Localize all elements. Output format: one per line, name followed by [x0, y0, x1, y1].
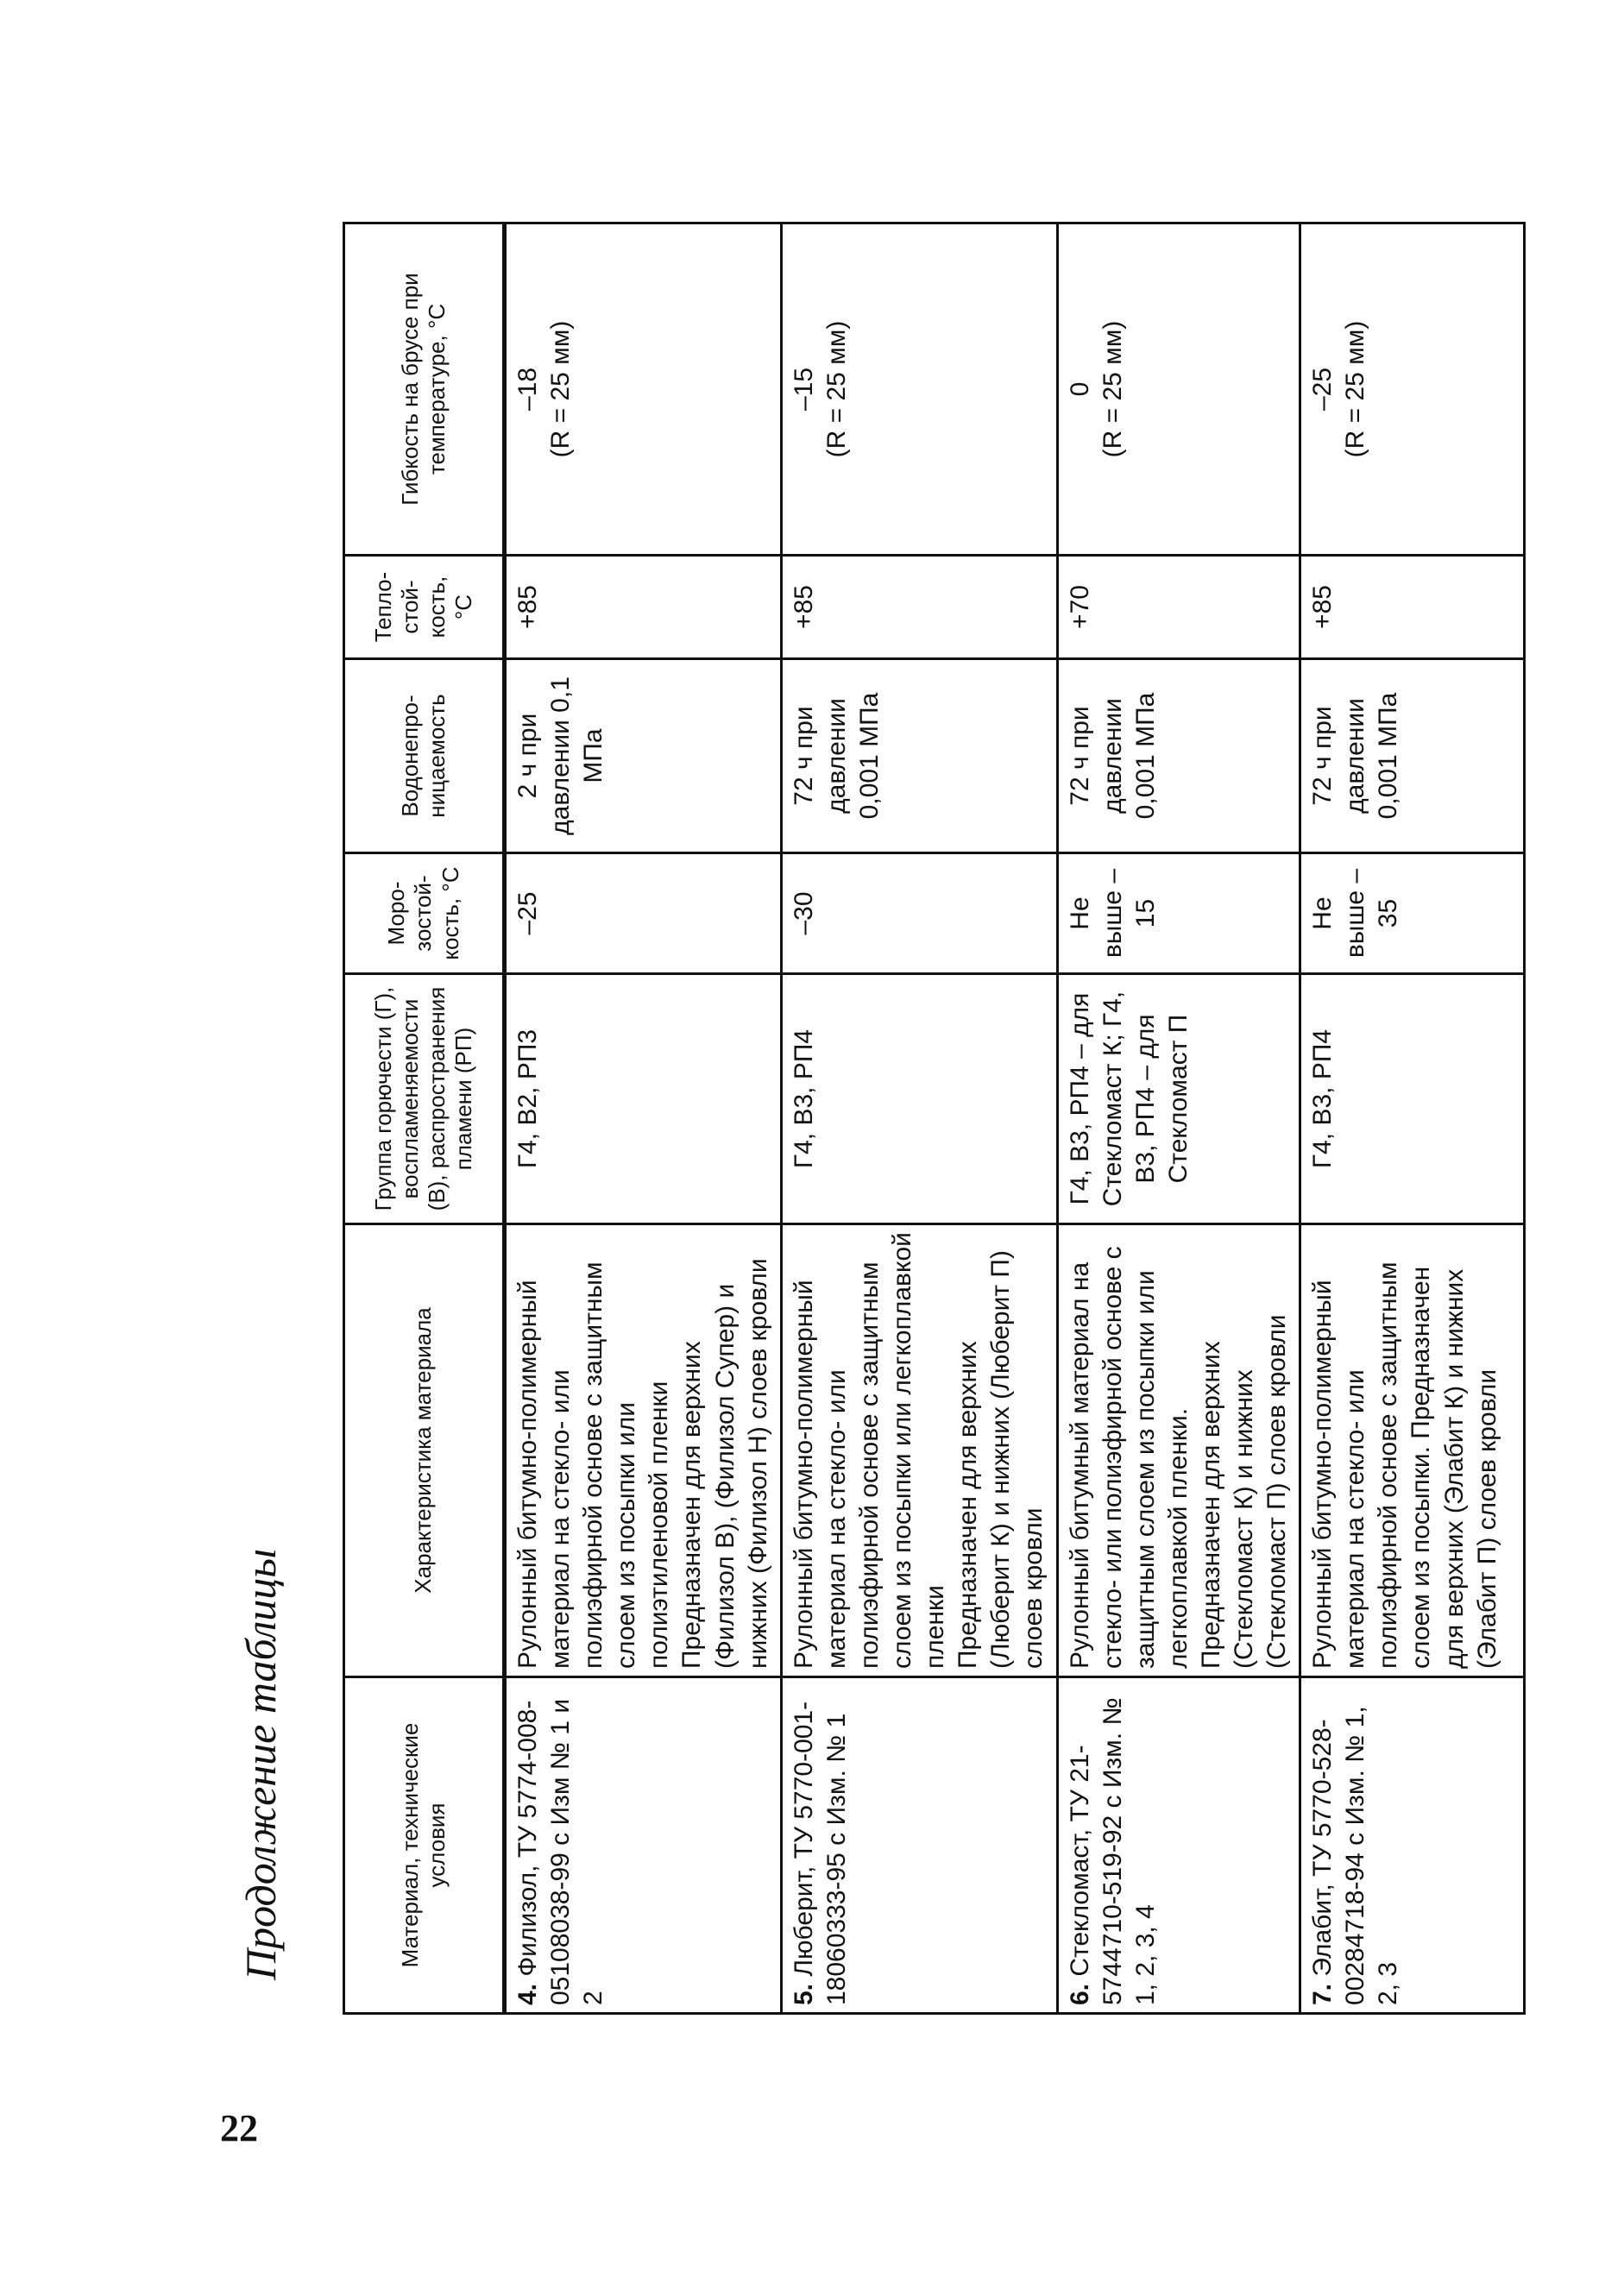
flex-cell: [1057, 223, 1300, 556]
frost-cell: –25: [505, 853, 782, 974]
water-cell: 72 ч при давлении 0,001 МПа: [1057, 659, 1300, 853]
purpose-text: Предназначен для верхних (Филизол В), (Филизол Супер) и нижних (Филизол Н) слоев кровли: [677, 1258, 772, 1669]
table-row: [781, 223, 1057, 2014]
material-cell: [505, 1677, 782, 2014]
table-caption: Продолжение таблицы: [236, 1548, 285, 1980]
header-heat: Тепло-стой-кость, °С: [344, 556, 505, 659]
description-cell: [505, 1224, 782, 1677]
flex-value: 0: [1065, 381, 1094, 397]
table-header: [344, 223, 505, 2014]
table-row: [1300, 223, 1525, 2014]
flex-value: –18: [513, 367, 542, 412]
row-number: 7.: [1308, 1983, 1338, 2005]
fire-group-cell: Г4, В2, РП3: [505, 974, 782, 1224]
page-number: 22: [220, 2107, 258, 2149]
frost-cell: –30: [781, 853, 1057, 974]
flex-cell: [505, 223, 782, 556]
flex-cell: [1300, 223, 1525, 556]
heat-cell: +85: [1300, 556, 1525, 659]
row-number: 6.: [1065, 1983, 1094, 2005]
flex-note: (R = 25 мм): [821, 320, 851, 458]
header-frost: Моро-зостой-кость, °С: [344, 853, 505, 974]
heat-cell: +85: [505, 556, 782, 659]
material-cell: [1057, 1677, 1300, 2014]
material-cell: [781, 1677, 1057, 2014]
header-flex: Гибкость на брусе при температуре, °С: [344, 223, 505, 556]
fire-group-cell: Г4, В3, РП4: [1300, 974, 1525, 1224]
material-cell: [1300, 1677, 1525, 2014]
material-name: Элабит, ТУ 5770-528-00284718-94 с Изм. № 1, 2, 3: [1308, 1706, 1403, 2005]
heat-cell: +70: [1057, 556, 1300, 659]
frost-cell: Не выше –35: [1300, 853, 1525, 974]
water-cell: 72 ч при давлении 0,001 МПа: [1300, 659, 1525, 853]
water-cell: 72 ч при давлении 0,001 МПа: [781, 659, 1057, 853]
description-text: Рулонный битумно-полимерный материал на стекло- или полиэфирной основе с защитным слоем из посыпки. Предназначен для верхних (Элабит К) и нижних (Элабит П) слоев кровли: [1308, 1261, 1501, 1669]
flex-note: (R = 25 мм): [1098, 320, 1127, 458]
fire-group-cell: Г4, В3, РП4: [781, 974, 1057, 1224]
flex-value: –25: [1308, 367, 1338, 412]
description-text: Рулонный битумный материал на стекло- или полиэфирной основе с защитным слоем из посыпки или легкоплавкой пленки. Предназначен для верхних (Стекломаст К) и нижних (Стекломаст П) слоев кровли: [1065, 1246, 1292, 1669]
header-description: Характеристика материала: [344, 1224, 505, 1677]
flex-cell: [781, 223, 1057, 556]
purpose-text: Предназначен для верхних (Люберит К) и нижних (Люберит П) слоев кровли: [954, 1250, 1048, 1669]
materials-table: [343, 222, 1526, 2015]
table-row: [1057, 223, 1300, 2014]
fire-group-cell: Г4, В3, РП4 – для Стекломаст К; Г4, В3, РП4 – для Стекломаст П: [1057, 974, 1300, 1224]
table-body: [505, 223, 1525, 2014]
description-cell: [1057, 1224, 1300, 1677]
flex-value: –15: [789, 367, 818, 412]
header-material: Материал, технические условия: [344, 1677, 505, 2014]
description-text: Рулонный битумно-полимерный материал на стекло- или полиэфирной основе с защитным слоем из посыпки или полиэтиленовой пленки: [513, 1261, 674, 1669]
header-fire-group: Группа горючести (Г), воспламеняемости (В), распространения пламени (РП): [344, 974, 505, 1224]
row-number: 4.: [513, 1983, 542, 2005]
water-cell: 2 ч при давлении 0,1 МПа: [505, 659, 782, 853]
flex-note: (R = 25 мм): [1341, 320, 1370, 458]
flex-note: (R = 25 мм): [546, 320, 576, 458]
material-name: Филизол, ТУ 5774-008-05108038-99 с Изм № 1 и 2: [513, 1698, 608, 2005]
material-name: Люберит, ТУ 5770-001-18060333-95 с Изм. № 1: [789, 1701, 851, 2005]
rotated-page-content: [222, 224, 1501, 2015]
row-number: 5.: [789, 1983, 818, 2005]
description-cell: [781, 1224, 1057, 1677]
frost-cell: Не выше –15: [1057, 853, 1300, 974]
table-row: [505, 223, 782, 2014]
heat-cell: +85: [781, 556, 1057, 659]
header-water: Водонепро-ницаемость: [344, 659, 505, 853]
description-text: Рулонный битумно-полимерный материал на стекло- или полиэфирной основе с защитным слоем из посыпки или легкоплавкой пленки: [789, 1232, 950, 1669]
material-name: Стекломаст, ТУ 21-5744710-519-92 с Изм. № 1, 2, 3, 4: [1065, 1697, 1160, 2005]
description-cell: [1300, 1224, 1525, 1677]
